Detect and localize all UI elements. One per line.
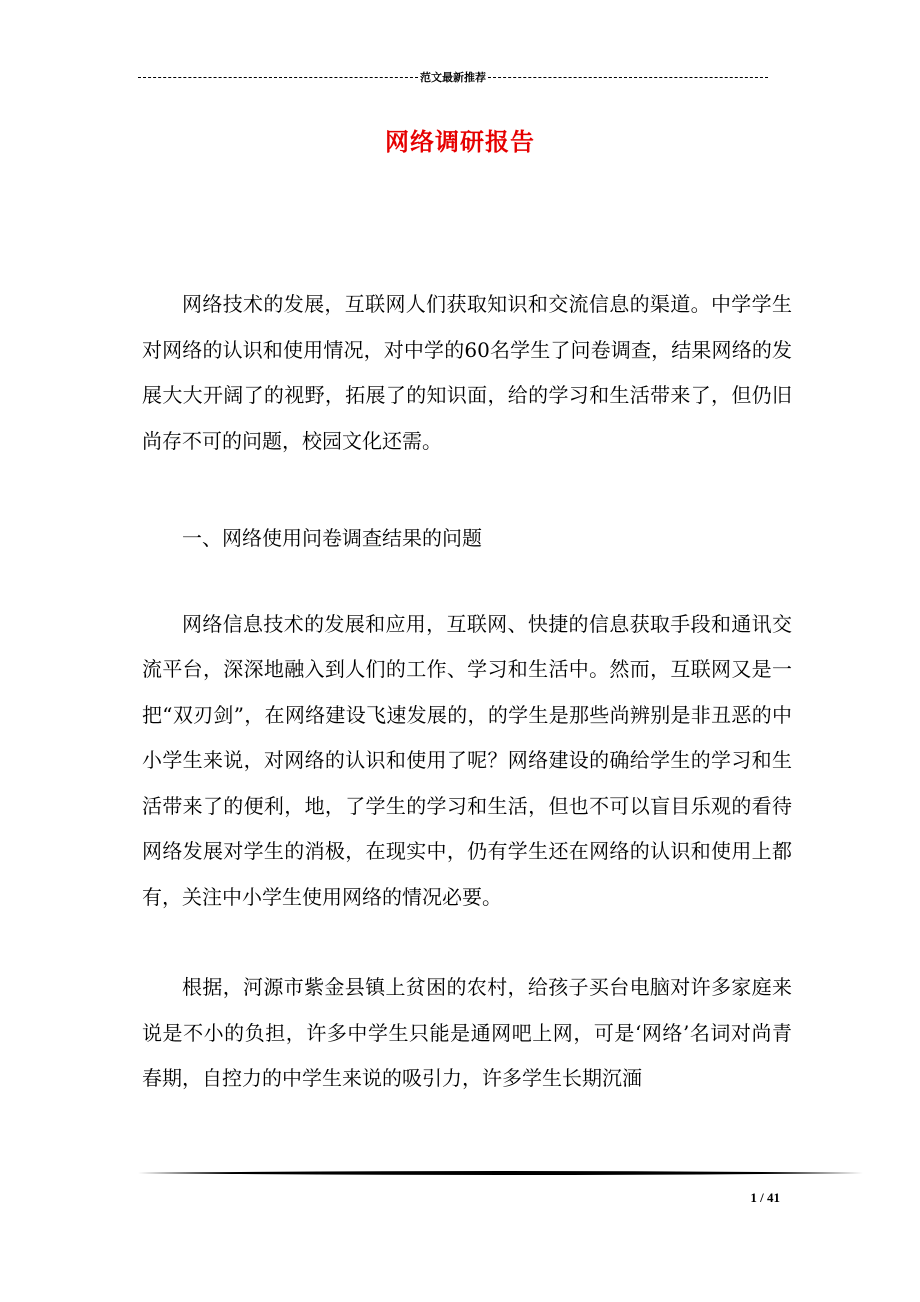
- footer-rule: [138, 1170, 863, 1176]
- section-heading: 一、网络使用问卷调查结果的问题: [182, 526, 482, 550]
- header-dash-right: [488, 77, 768, 78]
- paragraph-network-development: 网络信息技术的发展和应用，互联网、快捷的信息获取手段和通讯交流平台，深深地融入到人们的工作、学习和生活中。然而，互联网又是一把“双刃剑”，在网络建设飞速发展的，的学生是那些尚辨别是非丑恶的中小学生来说，对网络的认识和使用了呢？网络建设的确给学生的学习和生活带来了的便利，地，了学生的学习和生活，但也不可以盲目乐观的看待网络发展对学生的消极，在现实中，仍有学生还在网络的认识和使用上都有，关注中小学生使用网络的情况必要。: [142, 611, 792, 909]
- page-header: [138, 68, 768, 86]
- paragraph-intro: 网络技术的发展，互联网人们获取知识和交流信息的渠道。中学学生对网络的认识和使用情况，对中学的60名学生了问卷调查，结果网络的发展大大开阔了的视野，拓展了的知识面，给的学习和生活带来了，但仍旧尚存不可的问题，校园文化还需。: [142, 292, 792, 453]
- paragraph-survey-context: 根据，河源市紫金县镇上贫困的农村，给孩子买台电脑对许多家庭来说是不小的负担，许多中学生只能是通网吧上网，可是‘网络’名词对尚青春期，自控力的中学生来说的吸引力，许多学生长期沉湎: [142, 975, 792, 1090]
- document-body: [142, 282, 792, 1102]
- document-title: 网络调研报告: [385, 127, 535, 156]
- header-label: 范文最新推荐: [420, 72, 486, 84]
- header-dash-left: [138, 77, 418, 78]
- page-number: 1 / 41: [750, 1190, 780, 1205]
